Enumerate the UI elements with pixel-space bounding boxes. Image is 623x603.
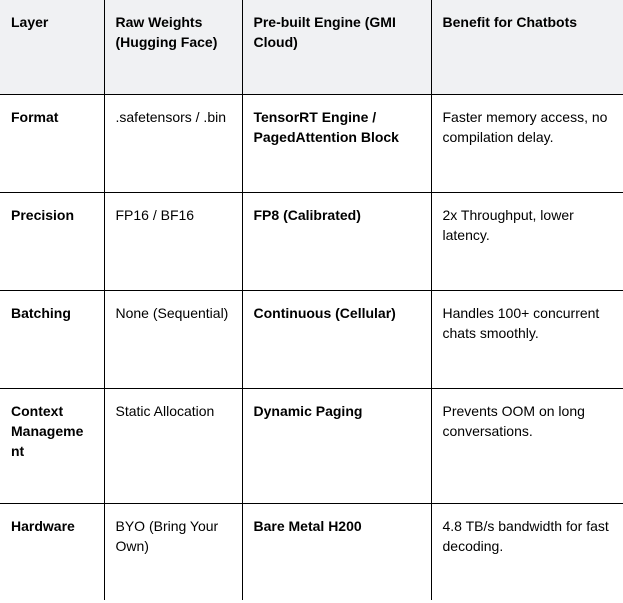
table-row (0, 504, 623, 601)
layer-cell: Context Manageme nt (0, 389, 104, 504)
layer-cell: Precision (0, 193, 104, 291)
header-prebuilt-engine: Pre-built Engine (GMI Cloud) (242, 0, 431, 95)
layer-cell: Hardware (0, 504, 104, 601)
benefit-cell: Handles 100+ concurrent chats smoothly. (431, 291, 623, 389)
layer-cell: Batching (0, 291, 104, 389)
raw-weights-cell: Static Allocation (104, 389, 242, 504)
header-benefit: Benefit for Chatbots (431, 0, 623, 95)
table-row (0, 95, 623, 193)
raw-weights-cell: None (Sequential) (104, 291, 242, 389)
benefit-cell: Faster memory access, no compilation delay. (431, 95, 623, 193)
benefit-cell: 2x Throughput, lower latency. (431, 193, 623, 291)
engine-cell: FP8 (Calibrated) (242, 193, 431, 291)
benefit-cell: 4.8 TB/s bandwidth for fast decoding. (431, 504, 623, 601)
table-row (0, 389, 623, 504)
engine-cell: Continuous (Cellular) (242, 291, 431, 389)
header-layer: Layer (0, 0, 104, 95)
benefit-cell: Prevents OOM on long conversations. (431, 389, 623, 504)
engine-cell: TensorRT Engine / PagedAttention Block (242, 95, 431, 193)
table-row (0, 291, 623, 389)
table-row (0, 193, 623, 291)
header-raw-weights: Raw Weights (Hugging Face) (104, 0, 242, 95)
raw-weights-cell: .safetensors / .bin (104, 95, 242, 193)
raw-weights-cell: BYO (Bring Your Own) (104, 504, 242, 601)
raw-weights-cell: FP16 / BF16 (104, 193, 242, 291)
table-header-row (0, 0, 623, 95)
engine-cell: Dynamic Paging (242, 389, 431, 504)
engine-cell: Bare Metal H200 (242, 504, 431, 601)
layer-cell: Format (0, 95, 104, 193)
